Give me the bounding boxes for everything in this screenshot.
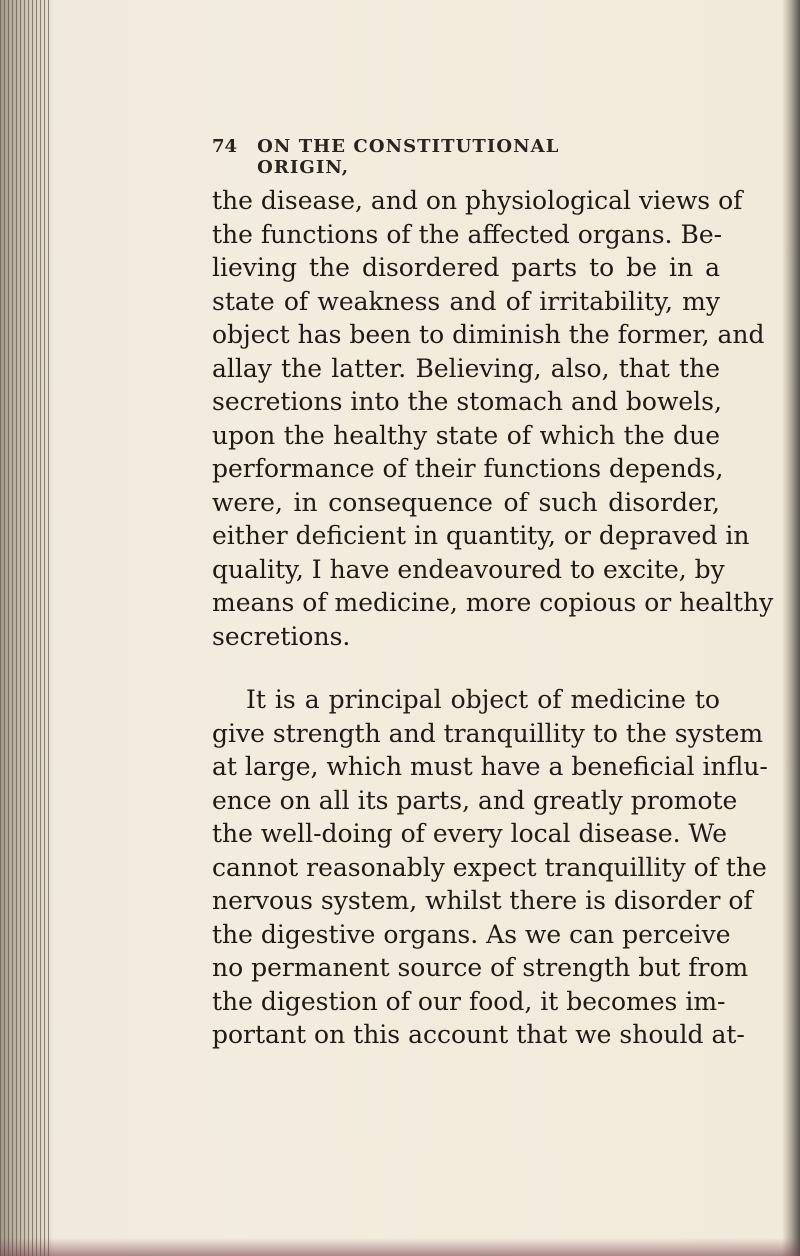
text-line: secretions.	[212, 621, 351, 651]
text-line: at large, which must have a beneficial influ-	[212, 752, 768, 781]
text-line: state of weakness and of irritability, my	[212, 286, 720, 316]
text-line: nervous system, whilst there is disorder of	[212, 886, 753, 915]
text-line: no permanent source of strength but from	[212, 953, 749, 982]
bottom-edge	[0, 1238, 800, 1256]
text-line: means of medicine, more copious or healthy	[212, 588, 774, 617]
text-line: object has been to diminish the former, and	[212, 320, 765, 349]
text-line: give strength and tranquillity to the system	[212, 718, 764, 748]
page-number: 74	[212, 136, 238, 157]
text-line: portant on this account that we should at-	[212, 1020, 745, 1049]
text-line: the functions of the affected organs. Be-	[212, 219, 723, 249]
running-head: ON THE CONSTITUTIONAL ORIGIN,	[257, 136, 560, 178]
text-line: either deficient in quantity, or depraved in	[212, 521, 750, 550]
text-line: performance of their functions depends,	[212, 454, 724, 483]
text-line: secretions into the stomach and bowels,	[212, 387, 722, 416]
text-line: ence on all its parts, and greatly promote	[212, 785, 738, 815]
text-line: the well-doing of every local disease. We	[212, 819, 728, 848]
text-line: the digestion of our food, it becomes im-	[212, 986, 726, 1016]
text-line: were, in consequence of such disorder,	[212, 487, 720, 517]
page-header	[212, 136, 652, 178]
text-line: It is a principal object of medicine to	[246, 685, 720, 714]
text-line: the disease, and on physiological views of	[212, 186, 743, 215]
text-line: quality, I have endeavoured to excite, by	[212, 554, 725, 584]
text-line: cannot reasonably expect tranquillity of the	[212, 852, 767, 882]
text-line: lieving the disordered parts to be in a	[212, 253, 720, 282]
text-line: the digestive organs. As we can perceive	[212, 919, 731, 949]
text-line: upon the healthy state of which the due	[212, 420, 720, 450]
paragraph-2	[212, 683, 768, 1052]
binding-edge	[0, 0, 52, 1256]
page-edge-shadow	[782, 0, 800, 1256]
text-line: allay the latter. Believing, also, that the	[212, 353, 720, 383]
paragraph-1	[212, 184, 774, 653]
body-text	[212, 184, 774, 1052]
